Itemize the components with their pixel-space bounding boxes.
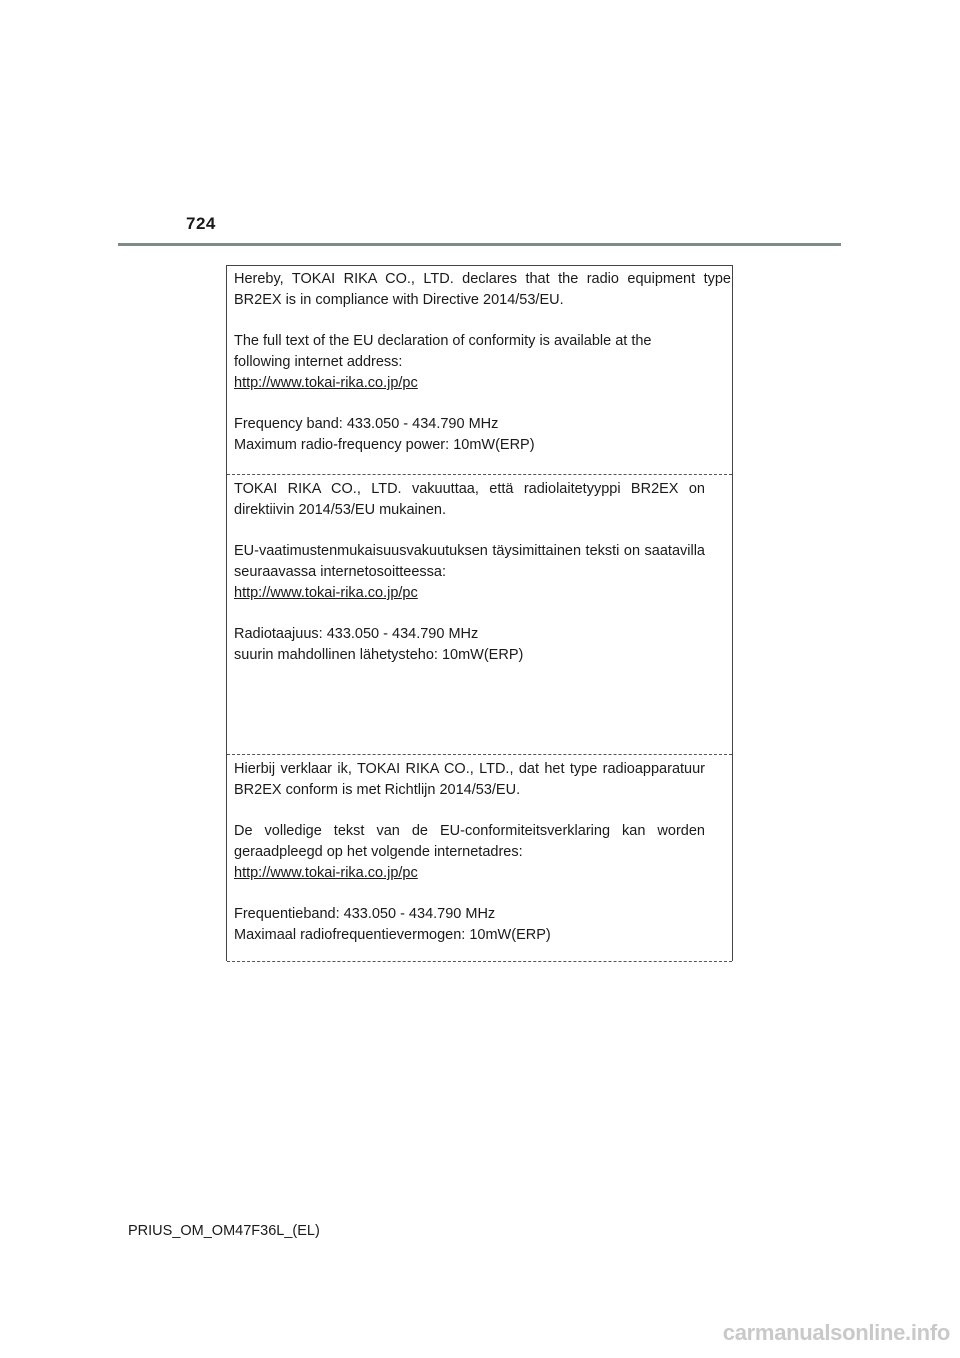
section-dutch [227,759,732,946]
declaration-link[interactable]: http://www.tokai-rika.co.jp/pc [234,865,418,881]
watermark: carmanualsonline.info [722,1320,950,1345]
max-power-text: Maximum radio-frequency power: 10mW(ERP) [234,437,535,453]
availability-sentence: De volledige tekst van de EU-conformiteitsverklaring kan worden geraadpleegd op het volgende internetadres: [234,823,705,860]
declaration-text: TOKAI RIKA CO., LTD. vakuuttaa, että radiolaitetyyppi BR2EX on direktiivin 2014/53/EU mukainen. [234,481,705,518]
radio-specs [234,904,705,946]
section-finnish [227,479,732,666]
availability-text [234,541,705,604]
declaration-box [226,265,733,961]
declaration-link[interactable]: http://www.tokai-rika.co.jp/pc [234,375,418,391]
declaration-text: Hereby, TOKAI RIKA CO., LTD. declares that the radio equipment type BR2EX is in compliance with Directive 2014/53/EU. [234,271,731,308]
section-english [227,269,732,456]
frequency-band-text: Radiotaajuus: 433.050 - 434.790 MHz [234,626,479,642]
declaration-link[interactable]: http://www.tokai-rika.co.jp/pc [234,585,418,601]
declaration-text: Hierbij verklaar ik, TOKAI RIKA CO., LTD., dat het type radioapparatuur BR2EX conform is met Richtlijn 2014/53/EU. [234,761,705,798]
max-power-text: suurin mahdollinen lähetysteho: 10mW(ERP) [234,647,524,663]
availability-sentence: The full text of the EU declaration of conformity is available at the following internet address: [234,333,652,370]
radio-specs [234,414,725,456]
document-code: PRIUS_OM_OM47F36L_(EL) [128,1223,320,1239]
availability-text [234,821,705,884]
section-divider [227,754,732,755]
section-divider [227,474,732,475]
radio-specs [234,624,705,666]
page-number: 724 [186,214,216,233]
availability-sentence: EU-vaatimustenmukaisuusvakuutuksen täysimittainen teksti on saatavilla seuraavassa internetosoitteessa: [234,543,705,580]
frequency-band-text: Frequency band: 433.050 - 434.790 MHz [234,416,499,432]
availability-text [234,331,725,394]
frequency-band-text: Frequentieband: 433.050 - 434.790 MHz [234,906,496,922]
box-bottom-divider [227,961,732,962]
header-rule [118,243,841,246]
max-power-text: Maximaal radiofrequentievermogen: 10mW(ERP) [234,927,551,943]
